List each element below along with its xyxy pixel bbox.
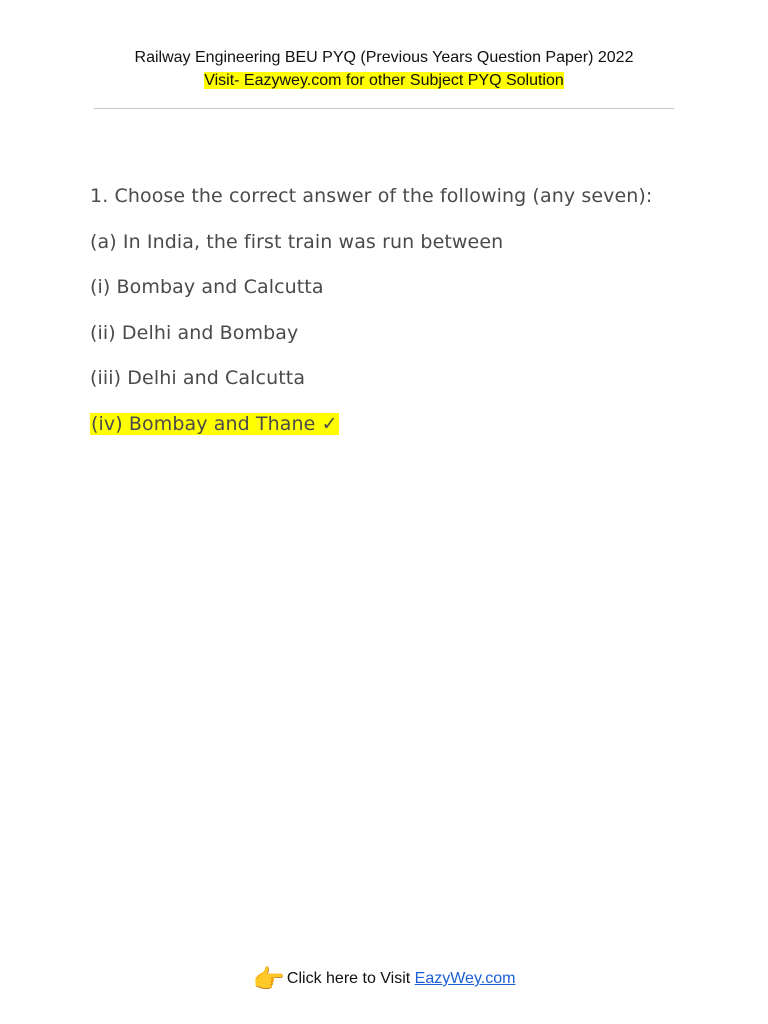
header-divider: [94, 108, 674, 109]
page-footer: [0, 962, 768, 996]
eazywey-link[interactable]: EazyWey.com: [414, 970, 516, 988]
option-iv-row: [90, 408, 710, 454]
question-block: [90, 180, 710, 453]
option-i: (i) Bombay and Calcutta: [90, 276, 324, 298]
option-iv-correct-answer: (iv) Bombay and Thane ✓: [91, 412, 338, 435]
pointing-hand-icon: 👉: [252, 964, 285, 994]
question-part-a: (a) In India, the first train was run between: [90, 230, 504, 253]
option-iii: (iii) Delhi and Calcutta: [90, 367, 306, 389]
footer-text: Click here to Visit: [286, 970, 415, 988]
page-header: [0, 46, 768, 92]
question-instruction: 1. Choose the correct answer of the following (any seven):: [90, 185, 653, 207]
visit-banner: Visit- Eazywey.com for other Subject PYQ Solution: [204, 72, 564, 89]
document-title: Railway Engineering BEU PYQ (Previous Years Question Paper) 2022: [134, 49, 634, 66]
option-ii: (ii) Delhi and Bombay: [90, 321, 299, 344]
